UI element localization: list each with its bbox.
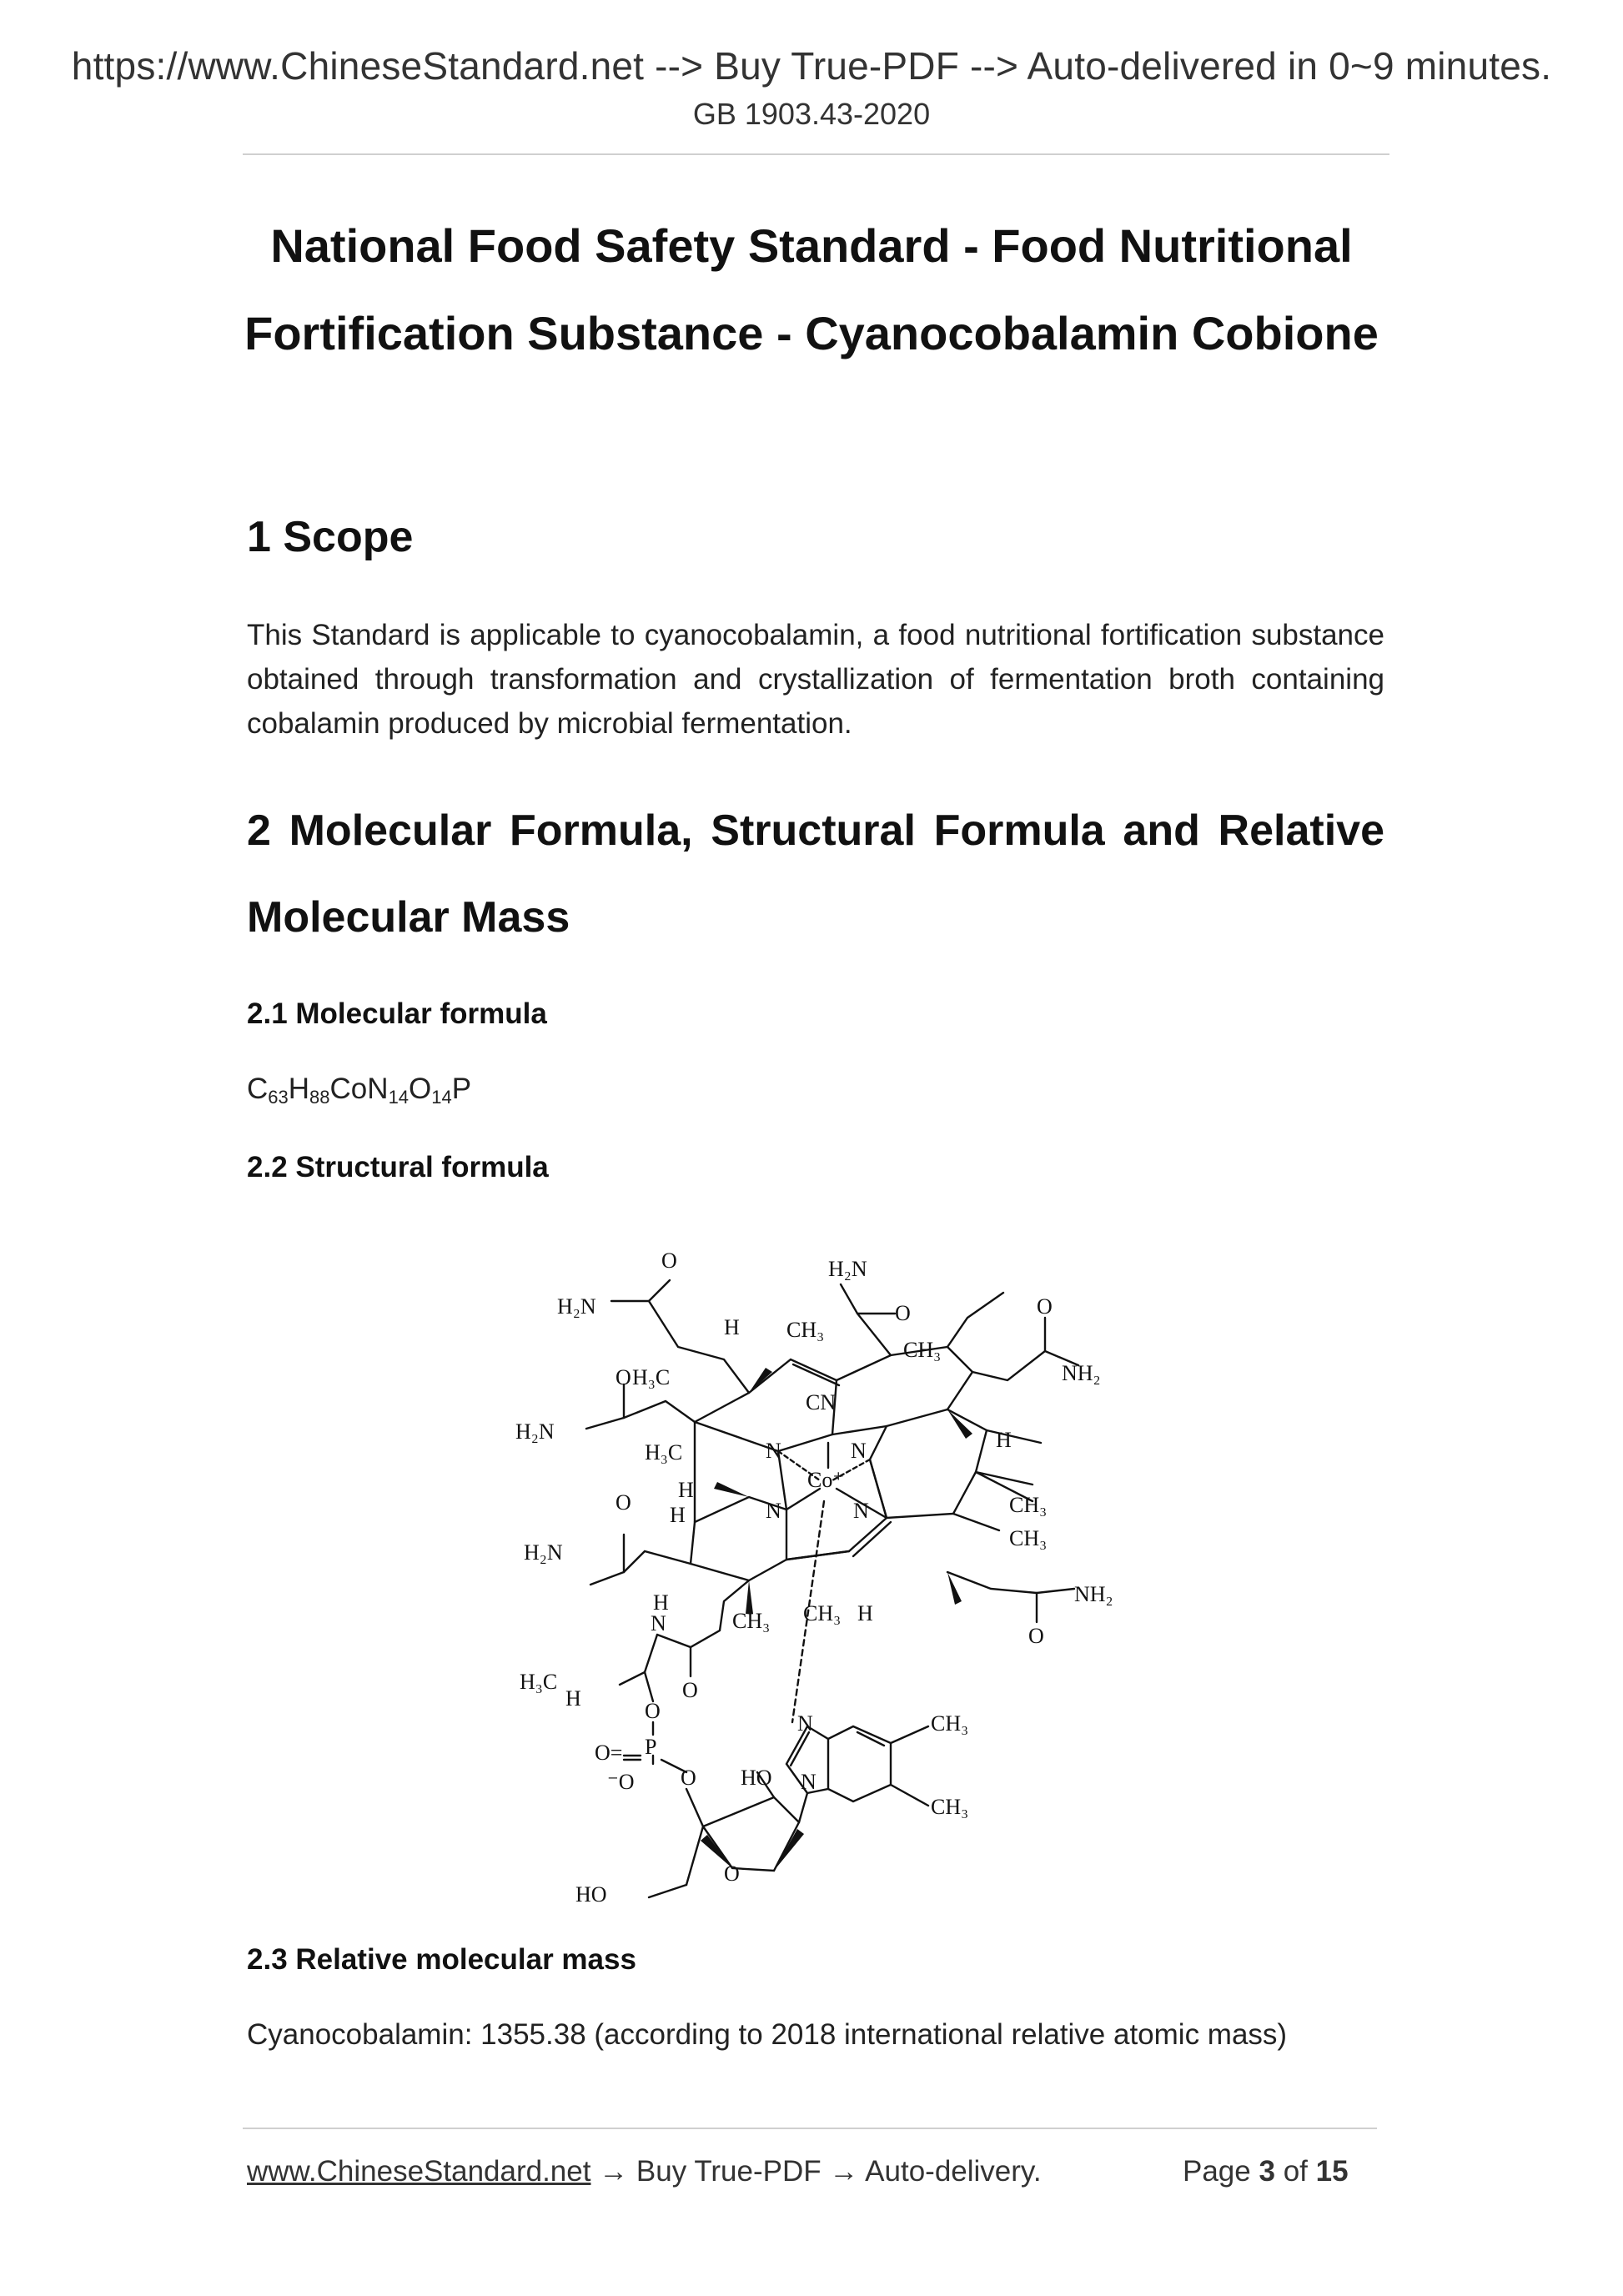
label-h-6: H — [857, 1601, 873, 1625]
label-o-9: O — [681, 1766, 696, 1790]
document-title-line-2: Fortification Substance - Cyanocobalamin Cobione — [244, 307, 1379, 359]
footer-link[interactable]: www.ChineseStandard.net — [247, 2155, 591, 2188]
label-h2n-4: H₂N — [524, 1540, 563, 1565]
label-ch3-8: CH₃ — [931, 1795, 969, 1819]
label-ch3-2: CH₃ — [903, 1338, 942, 1362]
label-ch3-4: CH₃ — [1009, 1526, 1048, 1550]
label-h-7: H — [565, 1686, 581, 1711]
label-n-7: N — [801, 1770, 817, 1794]
page-number: 3 — [1259, 2155, 1275, 2188]
label-ho-1: HO — [741, 1766, 772, 1790]
label-n-6: N — [797, 1711, 813, 1736]
label-cn: CN — [806, 1390, 837, 1414]
label-ho-2: HO — [575, 1882, 607, 1906]
footer-divider — [243, 2128, 1377, 2129]
label-o-10: O — [724, 1861, 740, 1886]
label-o-minus: ⁻O — [607, 1770, 635, 1794]
label-co: Co⁺ — [807, 1468, 845, 1492]
label-o-3: O — [1037, 1294, 1053, 1319]
label-h3c-2: H₃C — [645, 1440, 683, 1465]
label-ch3-7: CH₃ — [931, 1711, 969, 1736]
label-nh2-2: NH₂ — [1074, 1582, 1113, 1606]
label-ch3-3: CH₃ — [1009, 1493, 1048, 1517]
header-divider — [243, 153, 1389, 155]
label-n-5: N — [651, 1611, 666, 1635]
label-n-2: N — [851, 1439, 867, 1463]
label-h3c-3: H₃C — [520, 1670, 558, 1694]
label-ch3-6: CH₃ — [803, 1601, 842, 1625]
subsection-2-3-heading: 2.3 Relative molecular mass — [247, 1943, 636, 1976]
label-o-4: O — [616, 1365, 631, 1389]
label-h2n-1: H₂N — [557, 1294, 596, 1319]
label-nh2-1: NH₂ — [1062, 1361, 1101, 1385]
label-o-1: O — [661, 1248, 677, 1273]
label-ch3-5: CH₃ — [732, 1609, 771, 1633]
label-h-3: H — [678, 1478, 694, 1502]
footer-tail: → Buy True-PDF → Auto-delivery. — [590, 2155, 1042, 2188]
structural-formula-diagram — [499, 1222, 1133, 1906]
label-n-3: N — [766, 1499, 781, 1523]
label-h-5: H — [653, 1590, 669, 1615]
page-total: 15 — [1315, 2155, 1349, 2188]
page-indicator: Page 3 of 15 — [1183, 2155, 1349, 2188]
label-o-6: O — [1028, 1624, 1044, 1648]
section-2-heading-line-1: 2 Molecular Formula, Structural Formula and Relative — [247, 806, 1384, 855]
subsection-2-1-heading: 2.1 Molecular formula — [247, 997, 547, 1030]
label-o-2: O — [895, 1301, 911, 1325]
label-h2n-2: H₂N — [828, 1257, 867, 1281]
section-2-heading-line-2: Molecular Mass — [247, 893, 570, 942]
label-p: P — [645, 1735, 657, 1759]
label-n-4: N — [853, 1499, 869, 1523]
footer-left — [247, 2155, 1042, 2188]
document-title-line-1: National Food Safety Standard - Food Nutritional — [270, 219, 1353, 272]
label-o-8: O — [645, 1699, 661, 1723]
label-o-eq: O= — [595, 1741, 623, 1765]
label-n-1: N — [766, 1439, 781, 1463]
section-1-body: This Standard is applicable to cyanocobalamin, a food nutritional fortification substance obtained through transformation and crystallization of fermentation broth containing cobalamin produced by microbial fermentation. — [247, 619, 1384, 740]
label-o-7: O — [682, 1678, 698, 1702]
section-1-heading: 1 Scope — [247, 513, 414, 561]
header-banner: https://www.ChineseStandard.net --> Buy True-PDF --> Auto-delivered in 0~9 minutes. — [71, 44, 1552, 88]
label-ch3-1: CH₃ — [786, 1318, 825, 1342]
label-h3c-1: H₃C — [632, 1365, 671, 1389]
label-h-2: H — [996, 1428, 1012, 1452]
standard-code: GB 1903.43-2020 — [692, 97, 931, 131]
relative-molecular-mass: Cyanocobalamin: 1355.38 (according to 2018 international relative atomic mass) — [247, 2018, 1288, 2051]
molecular-formula: $C_{63}H_{88}CoN_{14}O_{14}P$ — [247, 1073, 472, 1108]
label-h-4: H — [670, 1503, 686, 1527]
label-o-5: O — [616, 1490, 631, 1515]
label-h-1: H — [724, 1315, 740, 1339]
subsection-2-2-heading: 2.2 Structural formula — [247, 1151, 549, 1183]
label-h2n-3: H₂N — [515, 1419, 555, 1444]
